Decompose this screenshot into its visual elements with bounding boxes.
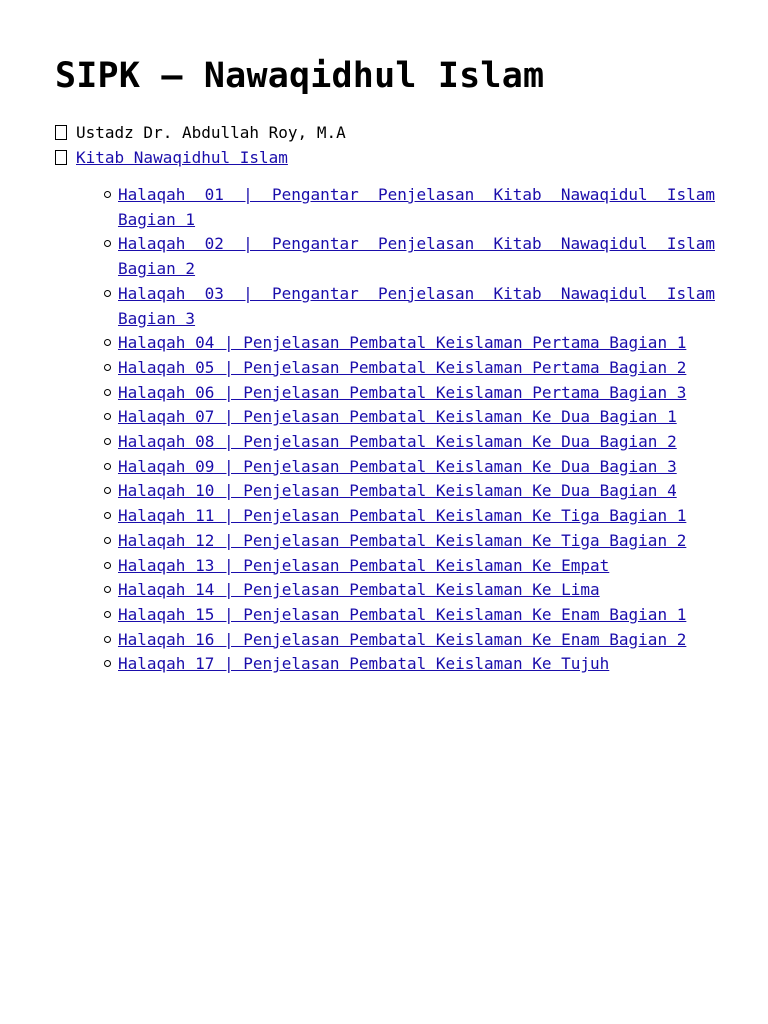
lesson-link[interactable]: Halaqah 03 | Pengantar Penjelasan Kitab Nawaqidul Islam Bagian 3 bbox=[118, 283, 715, 328]
lesson-item bbox=[103, 554, 715, 579]
lesson-link[interactable]: Halaqah 06 | Penjelasan Pembatal Keislaman Pertama Bagian 3 bbox=[118, 382, 687, 402]
lesson-item bbox=[103, 652, 715, 677]
hollow-circle-bullet-icon bbox=[104, 586, 111, 593]
lesson-link[interactable]: Halaqah 17 | Penjelasan Pembatal Keislaman Ke Tujuh bbox=[118, 654, 610, 674]
lesson-link[interactable]: Halaqah 04 | Penjelasan Pembatal Keislaman Pertama Bagian 1 bbox=[118, 333, 687, 353]
lesson-link[interactable]: Halaqah 08 | Penjelasan Pembatal Keislaman Ke Dua Bagian 2 bbox=[118, 432, 677, 452]
meta-block bbox=[55, 120, 346, 170]
hollow-circle-bullet-icon bbox=[104, 191, 111, 198]
lesson-item bbox=[103, 430, 715, 455]
lesson-item bbox=[103, 529, 715, 554]
author-name: Ustadz Dr. Abdullah Roy, M.A bbox=[76, 123, 346, 142]
lesson-item bbox=[103, 381, 715, 406]
lesson-item bbox=[103, 183, 715, 232]
lesson-item bbox=[103, 479, 715, 504]
hollow-circle-bullet-icon bbox=[104, 364, 111, 371]
hollow-circle-bullet-icon bbox=[104, 413, 111, 420]
lesson-item bbox=[103, 504, 715, 529]
lesson-item bbox=[103, 405, 715, 430]
book-row bbox=[55, 145, 346, 170]
hollow-circle-bullet-icon bbox=[104, 438, 111, 445]
lesson-link[interactable]: Halaqah 13 | Penjelasan Pembatal Keislaman Ke Empat bbox=[118, 555, 610, 575]
hollow-circle-bullet-icon bbox=[104, 611, 111, 618]
hollow-circle-bullet-icon bbox=[104, 512, 111, 519]
hollow-circle-bullet-icon bbox=[104, 240, 111, 247]
lesson-item bbox=[103, 232, 715, 281]
lesson-link[interactable]: Halaqah 02 | Pengantar Penjelasan Kitab Nawaqidul Islam Bagian 2 bbox=[118, 234, 715, 279]
lesson-link[interactable]: Halaqah 16 | Penjelasan Pembatal Keislaman Ke Enam Bagian 2 bbox=[118, 629, 687, 649]
lesson-link[interactable]: Halaqah 07 | Penjelasan Pembatal Keislaman Ke Dua Bagian 1 bbox=[118, 407, 677, 427]
lesson-list bbox=[103, 183, 715, 677]
lesson-link[interactable]: Halaqah 05 | Penjelasan Pembatal Keislaman Pertama Bagian 2 bbox=[118, 357, 687, 377]
lesson-item bbox=[103, 603, 715, 628]
hollow-circle-bullet-icon bbox=[104, 537, 111, 544]
lesson-item bbox=[103, 282, 715, 331]
hollow-circle-bullet-icon bbox=[104, 290, 111, 297]
hollow-circle-bullet-icon bbox=[104, 463, 111, 470]
hollow-circle-bullet-icon bbox=[104, 487, 111, 494]
missing-glyph-icon bbox=[55, 125, 67, 140]
page-title: SIPK – Nawaqidhul Islam bbox=[55, 56, 545, 96]
lesson-link[interactable]: Halaqah 14 | Penjelasan Pembatal Keislaman Ke Lima bbox=[118, 580, 600, 600]
lesson-link[interactable]: Halaqah 01 | Pengantar Penjelasan Kitab Nawaqidul Islam Bagian 1 bbox=[118, 185, 715, 229]
lesson-item bbox=[103, 331, 715, 356]
lesson-link[interactable]: Halaqah 15 | Penjelasan Pembatal Keislaman Ke Enam Bagian 1 bbox=[118, 604, 687, 624]
lesson-link[interactable]: Halaqah 09 | Penjelasan Pembatal Keislaman Ke Dua Bagian 3 bbox=[118, 456, 677, 476]
author-row bbox=[55, 120, 346, 145]
missing-glyph-icon bbox=[55, 150, 67, 165]
hollow-circle-bullet-icon bbox=[104, 389, 111, 396]
lesson-item bbox=[103, 356, 715, 381]
hollow-circle-bullet-icon bbox=[104, 562, 111, 569]
lesson-link[interactable]: Halaqah 12 | Penjelasan Pembatal Keislaman Ke Tiga Bagian 2 bbox=[118, 530, 687, 550]
hollow-circle-bullet-icon bbox=[104, 636, 111, 643]
lesson-item bbox=[103, 628, 715, 653]
lesson-item bbox=[103, 455, 715, 480]
lesson-link[interactable]: Halaqah 10 | Penjelasan Pembatal Keislaman Ke Dua Bagian 4 bbox=[118, 481, 677, 501]
lesson-link[interactable]: Halaqah 11 | Penjelasan Pembatal Keislaman Ke Tiga Bagian 1 bbox=[118, 506, 687, 526]
hollow-circle-bullet-icon bbox=[104, 660, 111, 667]
book-link[interactable]: Kitab Nawaqidhul Islam bbox=[76, 148, 288, 167]
hollow-circle-bullet-icon bbox=[104, 339, 111, 346]
lesson-item bbox=[103, 578, 715, 603]
